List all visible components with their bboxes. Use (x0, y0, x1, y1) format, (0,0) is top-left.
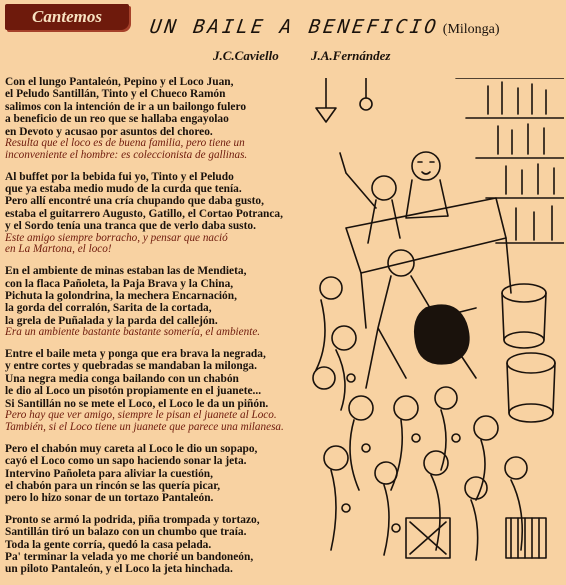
spoken-note: Era un ambiente bastante bastante somería, el ambiente. (5, 326, 261, 339)
lyric-line: a beneficio de un reo que se hallaba engayolao (5, 113, 229, 126)
lyric-line: Santillán tiró un balazo con un chumbo que traía. (5, 526, 247, 539)
lyric-line: Intervino Pañoleta para aliviar la cuestión, (5, 467, 213, 480)
lyric-line: Toda la gente corría, quedó la casa pelada. (5, 538, 212, 551)
stanza-5 (5, 443, 305, 505)
lyric-line: En el ambiente de minas estaban las de Mendieta, (5, 265, 247, 278)
spoken-note: También, si el Loco tiene un juanete que parece una milanesa. (5, 420, 284, 433)
lyric-line: y entre cortes y quebradas se mandaban la milonga. (5, 360, 257, 373)
lyric-line: pero lo hizo sonar de un tortazo Pantaleón. (5, 492, 214, 505)
author-lyrics: J.A.Fernández (311, 48, 391, 63)
lyric-line: con la flaca Pañoleta, la Paja Brava y la China, (5, 277, 234, 290)
illustration-drawing (306, 78, 564, 572)
lyric-line: el chabón para un rincón se las quería picar, (5, 479, 221, 492)
lyric-line: Al buffet por la bebida fui yo, Tinto y el Peludo (5, 170, 234, 183)
lyric-line: que ya estaba medio mudo de la curda que tenía. (5, 183, 242, 196)
lyric-line: Una negra media conga bailando con un chabón (5, 372, 239, 385)
lyrics-column (5, 76, 305, 585)
spoken-note: Este amigo siempre borracho, y pensar que nació (5, 231, 228, 244)
lyric-line: cayó el Loco como un sapo haciendo sonar la jeta. (5, 455, 247, 468)
stanza-1 (5, 76, 305, 162)
stanza-2 (5, 171, 305, 257)
lyric-line: Pero allí encontré una cría chupando que daba gusto, (5, 195, 264, 208)
lyric-line: Con el lungo Pantaleón, Pepino y el Loco Juan, (5, 76, 234, 88)
lyric-line: un piloto Pantaleón, y el Loco la jeta hinchada. (5, 563, 233, 576)
spoken-note: inconveniente el hombre: es coleccionista de gallinas. (5, 148, 248, 161)
lyric-line: y el Sordo tenía una tranca que de verlo daba susto. (5, 220, 256, 233)
dance-hall-illustration (306, 78, 564, 572)
lyric-line: Pronto se armó la podrida, piña trompada y tortazo, (5, 513, 260, 526)
author-music: J.C.Caviello (213, 48, 279, 63)
spoken-note: en La Martona, el loco! (5, 243, 112, 256)
stanza-3 (5, 265, 305, 339)
lyric-line: Entre el baile meta y ponga que era brava la negrada, (5, 348, 266, 361)
song-genre: (Milonga) (442, 22, 500, 37)
lyric-line: la grela de Puñalada y la parda del callejón. (5, 314, 218, 327)
stanza-4 (5, 348, 305, 434)
song-title-main: UN BAILE A BENEFICIO (148, 16, 441, 38)
lyric-line: le dio al Loco un pisotón propiamente en el juanete... (5, 385, 262, 398)
lyric-line: estaba el guitarrero Augusto, Gatillo, el Cortao Potranca, (5, 207, 283, 220)
header-badge: Cantemos (5, 4, 129, 30)
lyric-line: salimos con la intención de ir a un bailongo fulero (5, 100, 247, 113)
lyric-line: en Devoto y acusao por asuntos del choreo. (5, 125, 213, 138)
song-title (150, 16, 500, 38)
lyric-line: Pichuta la golondrina, la mechera Encarnación, (5, 290, 237, 303)
lyric-line: Pero el chabón muy careta al Loco le dio un sopapo, (5, 442, 258, 455)
lyric-line: el Peludo Santillán, Tinto y el Chueco Ramón (5, 88, 226, 101)
lyric-line: la gorda del corralón, Sarita de la cortada, (5, 302, 212, 315)
lyric-line: Si Santillán no se mete el Loco, el Loco le da un piñón. (5, 397, 269, 410)
spoken-note: Resulta que el loco es de buena familia, pero tiene un (5, 137, 245, 150)
spoken-note: Pero hay que ver amigo, siempre le pisan el juanete al Loco. (5, 409, 277, 422)
lyric-line: Pa' terminar la velada yo me chorié un bandoneón, (5, 550, 254, 563)
stanza-6 (5, 514, 305, 576)
